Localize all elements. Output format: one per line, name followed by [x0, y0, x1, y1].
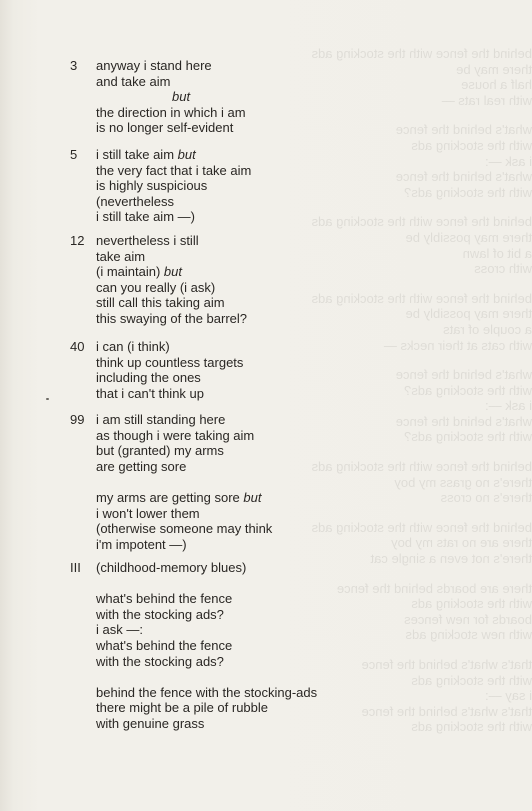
show-through-line: what's behind the fence [395, 169, 532, 185]
show-through-gap [300, 506, 532, 520]
show-through-line: there may possibly be [405, 229, 532, 245]
line-text: nevertheless i still [96, 233, 199, 248]
poem-line [96, 233, 247, 249]
poem-line [96, 178, 251, 194]
show-through-gap [300, 277, 532, 291]
line-text: i still take aim [96, 147, 178, 162]
show-through-line: behind the fence with the stocking ads [311, 519, 532, 535]
poem-line [96, 209, 251, 225]
stanza-break [96, 669, 317, 685]
stanza-lines [96, 339, 243, 401]
poem-line [96, 459, 272, 475]
poem-line [96, 163, 251, 179]
show-through-line: a couple of rats [443, 321, 532, 337]
show-through-line: behind the fence with the stocking ads [311, 290, 532, 306]
show-through-gap [300, 353, 532, 367]
poem-line [96, 428, 272, 444]
show-through-line: i ask —: [485, 153, 532, 169]
stanza-number: 3 [70, 58, 78, 73]
show-through-line: behind the fence with the stocking ads [311, 459, 532, 475]
italic-word: but [163, 264, 182, 280]
show-through-line: there may be [456, 61, 532, 77]
line-text: (otherwise someone may think [96, 521, 273, 537]
show-through-line: with the stocking ads? [404, 382, 532, 398]
line-text: i can (i think) [96, 339, 170, 354]
line-text: what's behind the fence [96, 591, 233, 607]
line-text: still call this taking aim [96, 295, 225, 311]
line-text: (childhood-memory blues) [96, 560, 247, 575]
poem-line [96, 443, 272, 459]
poem-line [96, 58, 246, 74]
stanza-break [96, 576, 317, 592]
poem-line [96, 700, 317, 716]
show-through-line: there are no rats my boy [391, 535, 532, 551]
line-text: i still take aim —) [96, 209, 195, 225]
stanza-lines [96, 560, 317, 732]
show-through-line: that's what's behind the fence [361, 703, 532, 719]
poem-line [96, 120, 246, 136]
poem-line [96, 506, 272, 522]
line-text: (i maintain) [96, 264, 164, 280]
line-text: the direction in which i am [96, 104, 246, 120]
show-through-line: with the stocking ads? [404, 184, 532, 200]
show-through-line: with real rats — [441, 92, 532, 108]
line-text: think up countless targets [96, 354, 244, 370]
show-through-line: with cross [474, 261, 532, 277]
show-through-gap [300, 567, 532, 581]
line-text: that i can't think up [96, 385, 204, 401]
poem-line [96, 521, 272, 537]
line-text: with the stocking ads? [96, 653, 224, 669]
show-through-gap [300, 643, 532, 657]
show-through-line: there's not even a single cat [370, 551, 532, 567]
line-text: are getting sore [96, 458, 187, 474]
italic-word: but [172, 89, 191, 105]
poem-line [96, 89, 246, 105]
line-text: what's behind the fence [96, 637, 233, 653]
line-text: including the ones [96, 370, 201, 386]
line-text: with genuine grass [96, 715, 205, 731]
show-through-line: with the stocking ads [411, 719, 532, 735]
stanza-lines [96, 233, 247, 327]
poem-line [96, 311, 247, 327]
show-through-line: what's behind the fence [395, 367, 532, 383]
poem-line [96, 412, 272, 428]
stanza-number: 99 [70, 412, 85, 427]
line-text: behind the fence with the stocking-ads [96, 684, 318, 700]
poem-line [96, 638, 317, 654]
line-text: as though i were taking aim [96, 427, 255, 443]
italic-word: but [177, 147, 196, 162]
line-text: but (granted) my arms [96, 443, 224, 459]
show-through-line: behind the fence with the stocking ads [311, 46, 532, 61]
poem-line [96, 685, 317, 701]
stanza-lines [96, 412, 272, 552]
stanza-break [96, 474, 272, 490]
line-text: and take aim [96, 73, 171, 89]
line-text: i am still standing here [96, 412, 226, 427]
show-through-line: with the stocking ads? [404, 429, 532, 445]
stanza-lines [96, 147, 251, 225]
poem-line [96, 249, 247, 265]
poem-line [96, 105, 246, 121]
show-through-line: there are boards behind the fence [336, 580, 532, 596]
line-text: there might be a pile of rubble [96, 700, 268, 716]
show-through-gap [300, 200, 532, 214]
line-text: i won't lower them [96, 505, 200, 521]
poem-line [96, 194, 251, 210]
poem-line [96, 537, 272, 553]
stanza-number: III [70, 560, 81, 575]
stanza-number: 5 [70, 147, 78, 162]
line-text: is highly suspicious [96, 178, 208, 194]
stanza-number: 12 [70, 233, 85, 248]
line-text: can you really (i ask) [96, 279, 216, 295]
show-through-line: there's no cross [440, 490, 532, 506]
stanza-lines [96, 58, 246, 136]
line-text: i'm impotent —) [96, 536, 187, 552]
show-through-line: a bit of lawn [462, 245, 532, 261]
show-through-line: behind the fence with the stocking ads [311, 214, 532, 230]
line-text: is no longer self-evident [96, 120, 234, 136]
show-through-line: that's what's behind the fence [361, 657, 532, 672]
poem-line [96, 607, 317, 623]
line-text: my arms are getting sore [96, 489, 244, 505]
show-through-line: with cats at their necks — [383, 337, 532, 353]
poem-line [96, 622, 317, 638]
poem-line [96, 280, 247, 296]
poem-line [96, 716, 317, 732]
line-text: i ask —: [96, 622, 143, 638]
show-through-line: i ask —: [485, 398, 532, 414]
stanza-number: 40 [70, 339, 85, 354]
show-through-line: with the stocking ads [411, 137, 532, 153]
show-through-gap [300, 108, 532, 122]
poem-line [96, 295, 247, 311]
show-through-line: with the stocking ads [411, 596, 532, 612]
poem-line [96, 264, 247, 280]
poem-line [96, 147, 251, 163]
line-text: the very fact that i take aim [96, 162, 252, 178]
show-through-line: with new stocking ads [405, 627, 532, 643]
line-text: take aim [96, 248, 146, 264]
poem-line [96, 339, 243, 355]
show-through-line: half a house [461, 77, 532, 93]
show-through-gap [300, 445, 532, 459]
poem-line [96, 654, 317, 670]
show-through-text [300, 46, 532, 746]
italic-word: but [243, 489, 262, 505]
poem-line [96, 591, 317, 607]
line-text: with the stocking ads? [96, 606, 224, 622]
line-text: anyway i stand here [96, 58, 212, 73]
show-through-line: boards for new fences [404, 611, 532, 627]
show-through-line: there may possibly be [405, 306, 532, 322]
poem-line [96, 490, 272, 506]
line-text: (nevertheless [96, 193, 175, 209]
show-through-line: what's behind the fence [395, 122, 532, 138]
line-text: this swaying of the barrel? [96, 310, 248, 326]
show-through-line: i say —: [485, 688, 532, 704]
show-through-line: there's no grass my boy [394, 474, 532, 490]
poem-line [96, 386, 243, 402]
page-speck [46, 398, 49, 400]
show-through-line: with the stocking ads [411, 672, 532, 688]
poem-line [96, 560, 317, 576]
poem-line [96, 74, 246, 90]
show-through-line: what's behind the fence [395, 413, 532, 429]
poem-line [96, 355, 243, 371]
poem-line [96, 370, 243, 386]
